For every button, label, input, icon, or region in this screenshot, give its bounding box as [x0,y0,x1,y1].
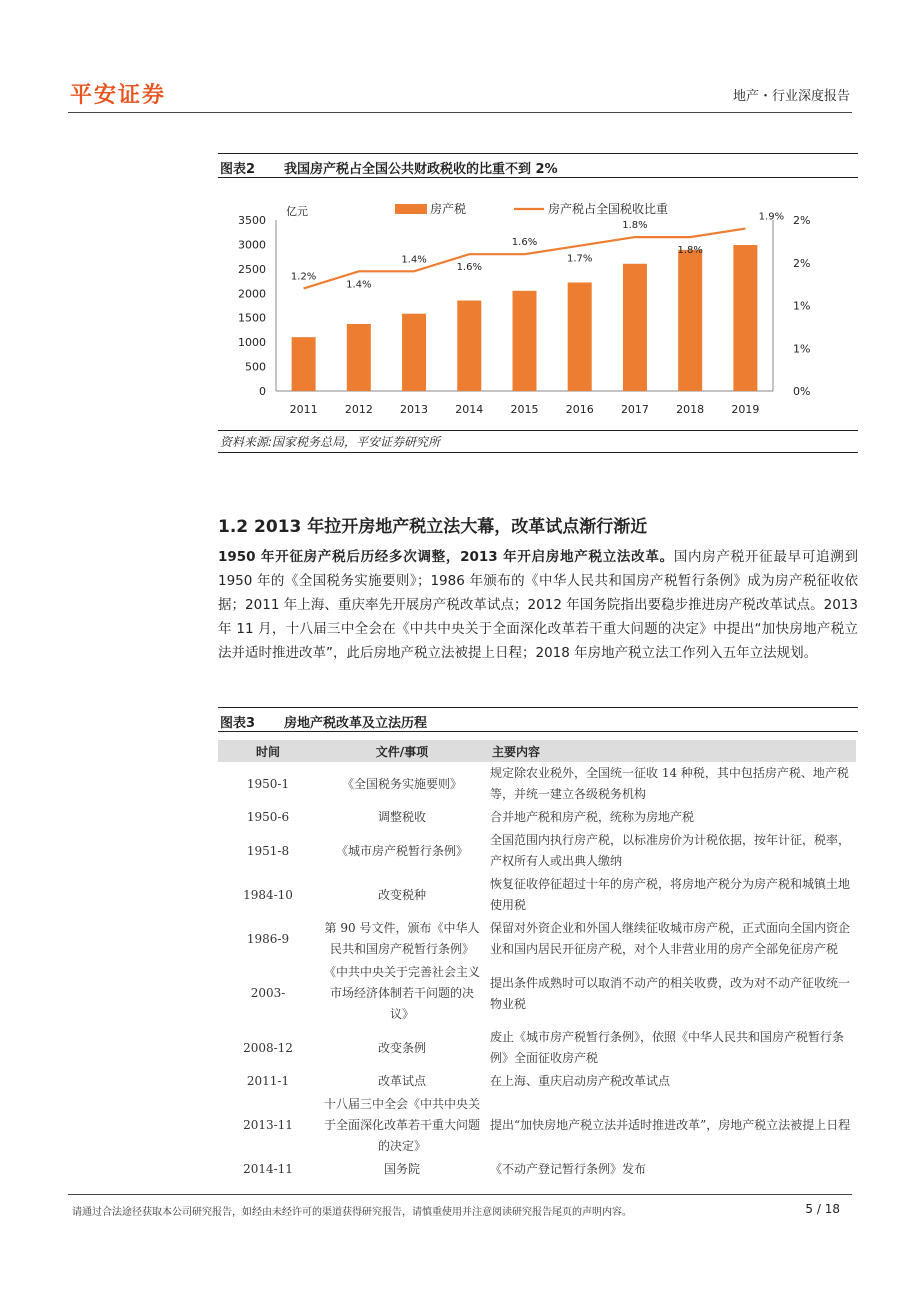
cell-document: 《中共中央关于完善社会主义市场经济体制若干问题的决议》 [323,965,480,1021]
x-tick-label: 2016 [565,403,594,416]
table-row [218,873,856,917]
section-heading: 1.2 2013 年拉开房地产税立法大幕，改革试点渐行渐近 [218,517,648,537]
left-tick-label: 3500 [238,214,266,227]
property-tax-chart [218,182,856,428]
data-label: 1.8% [677,245,703,257]
table-row [218,806,856,829]
legend-bar-label: 房产税 [430,202,467,216]
figure2-label: 图表2 [220,162,256,177]
table-row [218,1093,856,1158]
x-tick-label: 2017 [620,403,649,416]
cell-time: 1950-6 [246,810,290,824]
cell-time: 2014-11 [243,1162,293,1176]
cell-document: 《全国税务实施要则》 [341,776,462,791]
bar-2013 [402,314,426,391]
figure2-title-bar [218,153,858,178]
header-time: 时间 [218,740,318,762]
bar-2017 [623,264,647,391]
data-label: 1.6% [456,262,482,274]
data-label: 1.2% [290,271,317,283]
bar-2011 [292,337,316,391]
table-row [218,1026,856,1070]
figure2-title: 我国房产税占全国公共财政税收的比重不到 2% [284,162,558,177]
right-tick-label: 1% [793,299,811,313]
left-tick-label: 1000 [238,336,266,350]
paragraph-lead: 1950 年开征房产税后历经多次调整，2013 年开启房地产税立法改革。 [218,549,674,565]
figure2-source: 资料来源:国家税务总局，平安证券研究所 [218,430,858,453]
cell-time: 2011-1 [246,1074,290,1088]
cell-content: 规定除农业税外，全国统一征收 14 种税，其中包括房产税、地产税等，并统一建立各级税务机构 [490,766,849,801]
cell-document: 改变税种 [377,887,426,902]
table-row [218,762,856,806]
table-body [218,762,856,1181]
header-divider [68,112,852,113]
cell-content: 《不动产登记暂行条例》发布 [490,1162,647,1176]
right-tick-label: 2% [793,256,811,270]
left-tick-label: 2000 [238,287,266,301]
cell-time: 2013-11 [243,1118,293,1132]
company-logo: 平安证券 [70,83,167,108]
figure3-label: 图表3 [220,716,256,731]
table-row [218,829,856,873]
x-tick-label: 2013 [400,403,429,416]
bar-2016 [568,282,592,391]
cell-document: 十八届三中全会《中共中央关于全面深化改革若干重大问题的决定》 [323,1097,480,1153]
bar-2014 [457,301,481,391]
bar-2019 [733,245,757,391]
cell-time: 1951-8 [246,843,290,858]
reform-history-table [218,740,856,1181]
cell-content: 保留对外资企业和外国人继续征收城市房产税，正式面向全国内资企业和国内居民开征房产税，对个人非营业用的房产全部免征房产税 [490,921,851,956]
cell-content: 废止《城市房产税暂行条例》，依照《中华人民共和国房产税暂行条例》全面征收房产税 [490,1030,845,1065]
report-type: 地产・行业深度报告 [732,89,850,104]
x-tick-label: 2018 [676,403,705,416]
cell-time: 1986-9 [246,931,290,946]
right-tick-label: 0% [793,385,811,398]
cell-content: 合并地产税和房产税，统称为房地产税 [490,810,695,824]
data-label: 1.4% [401,254,427,266]
left-tick-label: 0 [259,385,266,398]
header-document: 文件/事项 [318,740,486,762]
footer-divider [68,1194,852,1195]
data-label: 1.6% [511,237,538,249]
legend-line-label: 房产税占全国税收比重 [548,202,669,216]
footer-disclaimer: 请通过合法途径获取本公司研究报告，如经由未经许可的渠道获得研究报告，请慎重使用并注意阅读研究报告尾页的声明内容。 [72,1207,632,1218]
figure3-title-bar [218,707,858,732]
table-row [218,961,856,1026]
left-axis-unit: 亿元 [286,205,308,218]
cell-document: 改革试点 [377,1074,426,1088]
cell-document: 国务院 [383,1162,420,1176]
table-row [218,917,856,961]
x-tick-label: 2014 [455,403,484,416]
cell-time: 2008-12 [243,1040,293,1055]
cell-content: 在上海、重庆启动房产税改革试点 [490,1074,671,1088]
x-tick-label: 2015 [510,403,539,416]
data-label: 1.9% [758,211,785,223]
section-paragraph [218,545,858,665]
cell-time: 1984-10 [243,887,293,902]
figure3-title: 房地产税改革及立法历程 [284,716,428,731]
left-tick-label: 1500 [238,311,266,325]
legend-bar-swatch [395,204,427,214]
cell-content: 提出“加快房地产税立法并适时推进改革”，房地产税立法被提上日程 [490,1118,851,1132]
cell-content: 全国范围内执行房产税，以标准房价为计税依据，按年计征，税率，产权所有人或出典人缴纳 [490,833,851,868]
left-tick-label: 3000 [238,238,266,252]
data-label: 1.4% [346,279,372,291]
table-row [218,1158,856,1181]
cell-document: 《城市房产税暂行条例》 [335,843,468,858]
paragraph-body: 国内房产税开征最早可追溯到 1950 年的《全国税务实施要则》；1986 年颁布的《中华人民共和国房产税暂行条例》成为房产税征收依据；2011 年上海、重庆率先开展房产税改革试点；2012 年国务院指出要稳步推进房产税改革试点。2013 年 11 月，十八届三中全会在《中共中央关于全面深化改革若干重大问题的决定》中提出“加快房地产税立法并适时推进改革”，此后房地产税立法被提上日程；2018 年房地产税立法工作列入五年立法规划。 [218,549,858,661]
cell-document: 调整税收 [377,810,426,824]
x-tick-label: 2019 [731,403,760,416]
x-tick-label: 2011 [289,403,318,416]
bar-2018 [678,250,702,391]
cell-time: 1950-1 [246,776,290,791]
right-tick-label: 1% [793,342,811,356]
page-number: 5 / 18 [805,1202,840,1216]
cell-content: 恢复征收停征超过十年的房产税，将房地产税分为房产税和城镇土地使用税 [490,877,851,912]
right-tick-label: 2% [793,214,811,227]
left-tick-label: 500 [245,360,266,374]
cell-content: 提出条件成熟时可以取消不动产的相关收费，改为对不动产征收统一物业税 [490,975,851,1011]
header-content: 主要内容 [486,740,856,762]
table-row [218,1070,856,1093]
cell-time: 2003- [250,986,286,1000]
bar-2015 [513,291,537,391]
bar-2012 [347,324,371,391]
cell-document: 第 90 号文件，颁布《中华人民共和国房产税暂行条例》 [324,921,480,956]
cell-document: 改变条例 [377,1040,426,1055]
data-label: 1.8% [622,220,648,232]
x-tick-label: 2012 [344,403,373,416]
table-header-row [218,740,856,762]
data-label: 1.7% [567,253,593,265]
left-tick-label: 2500 [238,262,266,276]
